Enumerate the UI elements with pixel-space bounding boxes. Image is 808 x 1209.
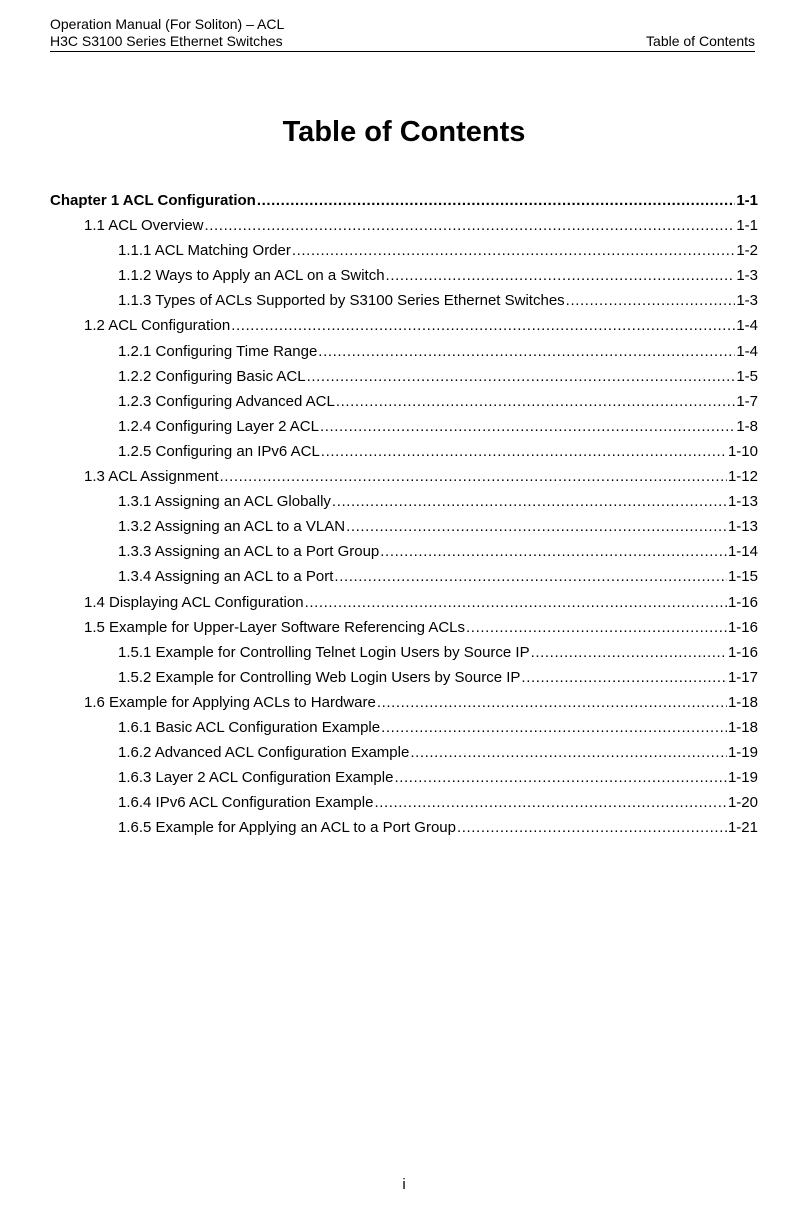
page-title: Table of Contents [282,116,526,148]
toc-entry-page[interactable]: 1-18 [727,718,758,736]
toc-entry[interactable] [50,414,758,439]
toc-entry-page[interactable]: 1-16 [727,618,758,636]
toc-entry[interactable] [50,188,758,213]
toc-leader-dots [305,590,727,615]
page-number: i [402,1176,406,1193]
toc-entry-page[interactable]: 1-8 [736,417,758,435]
toc-entry-title[interactable]: 1.6.2 Advanced ACL Configuration Example [118,744,410,762]
toc-entry-title[interactable]: 1.2 ACL Configuration [84,317,231,335]
toc-entry[interactable] [50,790,758,815]
toc-entry[interactable] [50,238,758,263]
toc-entry-page[interactable]: 1-19 [727,769,758,787]
toc-entry[interactable] [50,489,758,514]
toc-entry-title[interactable]: 1.2.3 Configuring Advanced ACL [118,392,335,410]
toc-entry-title[interactable]: 1.4 Displaying ACL Configuration [84,593,304,611]
toc-entry[interactable] [50,615,758,640]
toc-entry-title[interactable]: 1.6.3 Layer 2 ACL Configuration Example [118,769,394,787]
header-line-1 [50,16,755,33]
toc-entry-title[interactable]: 1.6 Example for Applying ACLs to Hardware [84,693,376,711]
toc-entry[interactable] [50,590,758,615]
toc-leader-dots [292,238,735,263]
toc-entry-page[interactable]: 1-13 [727,518,758,536]
toc-entry-title[interactable]: 1.2.5 Configuring an IPv6 ACL [118,442,320,460]
toc-entry-page[interactable]: 1-3 [736,267,758,285]
toc-entry-title[interactable]: 1.2.1 Configuring Time Range [118,342,318,360]
toc-entry-title[interactable]: 1.6.4 IPv6 ACL Configuration Example [118,794,374,812]
toc-entry-page[interactable]: 1-17 [727,668,758,686]
toc-entry[interactable] [50,514,758,539]
toc-entry[interactable] [50,364,758,389]
toc-entry-page[interactable]: 1-1 [736,192,758,209]
toc-entry-page[interactable]: 1-16 [727,643,758,661]
toc-leader-dots [521,665,727,690]
toc-entry-title[interactable]: 1.6.5 Example for Applying an ACL to a Port Group [118,819,456,837]
toc-entry[interactable] [50,464,758,489]
toc-leader-dots [257,188,735,213]
toc-leader-dots [394,765,727,790]
toc-leader-dots [457,815,727,840]
toc-entry-page[interactable]: 1-21 [727,819,758,837]
toc-entry-title[interactable]: 1.3 ACL Assignment [84,468,219,486]
toc-entry-page[interactable]: 1-3 [736,292,758,310]
toc-entry-page[interactable]: 1-18 [727,693,758,711]
toc-entry-page[interactable]: 1-16 [727,593,758,611]
table-of-contents [50,188,758,840]
toc-entry[interactable] [50,339,758,364]
toc-leader-dots [332,489,727,514]
toc-entry-title[interactable]: 1.3.2 Assigning an ACL to a VLAN [118,518,346,536]
toc-entry-page[interactable]: 1-15 [727,568,758,586]
toc-entry-title[interactable]: 1.1.3 Types of ACLs Supported by S3100 Series Ethernet Switches [118,292,565,310]
toc-leader-dots [377,690,727,715]
product-name: H3C S3100 Series Ethernet Switches [50,33,283,49]
toc-entry-title[interactable]: 1.1.1 ACL Matching Order [118,242,291,260]
toc-entry-title[interactable]: 1.1 ACL Overview [84,217,204,235]
toc-entry-page[interactable]: 1-4 [736,317,758,335]
toc-entry-page[interactable]: 1-5 [736,367,758,385]
toc-leader-dots [336,389,735,414]
toc-entry-page[interactable]: 1-20 [727,794,758,812]
toc-leader-dots [320,414,735,439]
toc-entry-title[interactable]: 1.3.1 Assigning an ACL Globally [118,493,331,511]
toc-entry-page[interactable]: 1-1 [736,217,758,235]
toc-leader-dots [318,339,735,364]
toc-leader-dots [410,740,727,765]
toc-entry-title[interactable]: 1.5 Example for Upper-Layer Software Referencing ACLs [84,618,466,636]
toc-entry[interactable] [50,690,758,715]
toc-leader-dots [334,564,727,589]
toc-entry-page[interactable]: 1-13 [727,493,758,511]
toc-leader-dots [220,464,727,489]
toc-leader-dots [346,514,727,539]
toc-entry[interactable] [50,740,758,765]
toc-entry-page[interactable]: 1-2 [736,242,758,260]
toc-entry[interactable] [50,539,758,564]
manual-title: Operation Manual (For Soliton) – ACL [50,16,285,32]
section-name: Table of Contents [646,33,755,49]
toc-entry-title[interactable]: 1.3.3 Assigning an ACL to a Port Group [118,543,380,561]
toc-leader-dots [531,640,727,665]
toc-leader-dots [466,615,727,640]
toc-leader-dots [374,790,727,815]
toc-leader-dots [380,539,727,564]
toc-entry-title[interactable]: 1.5.1 Example for Controlling Telnet Login Users by Source IP [118,643,530,661]
toc-leader-dots [381,715,727,740]
toc-leader-dots [307,364,736,389]
toc-entry-page[interactable]: 1-7 [736,392,758,410]
toc-entry[interactable] [50,665,758,690]
toc-entry[interactable] [50,715,758,740]
toc-entry-title[interactable]: 1.5.2 Example for Controlling Web Login Users by Source IP [118,668,521,686]
toc-entry-title[interactable]: Chapter 1 ACL Configuration [50,192,256,209]
toc-entry-page[interactable]: 1-14 [727,543,758,561]
toc-entry-page[interactable]: 1-10 [727,442,758,460]
toc-entry-page[interactable]: 1-12 [727,468,758,486]
toc-leader-dots [566,288,736,313]
toc-entry[interactable] [50,288,758,313]
toc-entry[interactable] [50,439,758,464]
toc-entry-title[interactable]: 1.2.4 Configuring Layer 2 ACL [118,417,319,435]
toc-leader-dots [321,439,727,464]
toc-entry[interactable] [50,765,758,790]
toc-leader-dots [205,213,736,238]
header-line-2 [50,33,755,50]
toc-entry-title[interactable]: 1.1.2 Ways to Apply an ACL on a Switch [118,267,385,285]
toc-entry-title[interactable]: 1.3.4 Assigning an ACL to a Port [118,568,334,586]
toc-leader-dots [231,313,735,338]
toc-entry[interactable] [50,564,758,589]
toc-entry-title[interactable]: 1.2.2 Configuring Basic ACL [118,367,306,385]
toc-entry[interactable] [50,263,758,288]
page-header [50,16,755,50]
toc-entry[interactable] [50,640,758,665]
toc-entry[interactable] [50,213,758,238]
toc-entry-page[interactable]: 1-4 [736,342,758,360]
header-divider [50,51,755,52]
toc-entry[interactable] [50,815,758,840]
toc-entry[interactable] [50,389,758,414]
toc-leader-dots [386,263,736,288]
toc-entry-title[interactable]: 1.6.1 Basic ACL Configuration Example [118,718,381,736]
toc-entry[interactable] [50,313,758,338]
toc-entry-page[interactable]: 1-19 [727,744,758,762]
